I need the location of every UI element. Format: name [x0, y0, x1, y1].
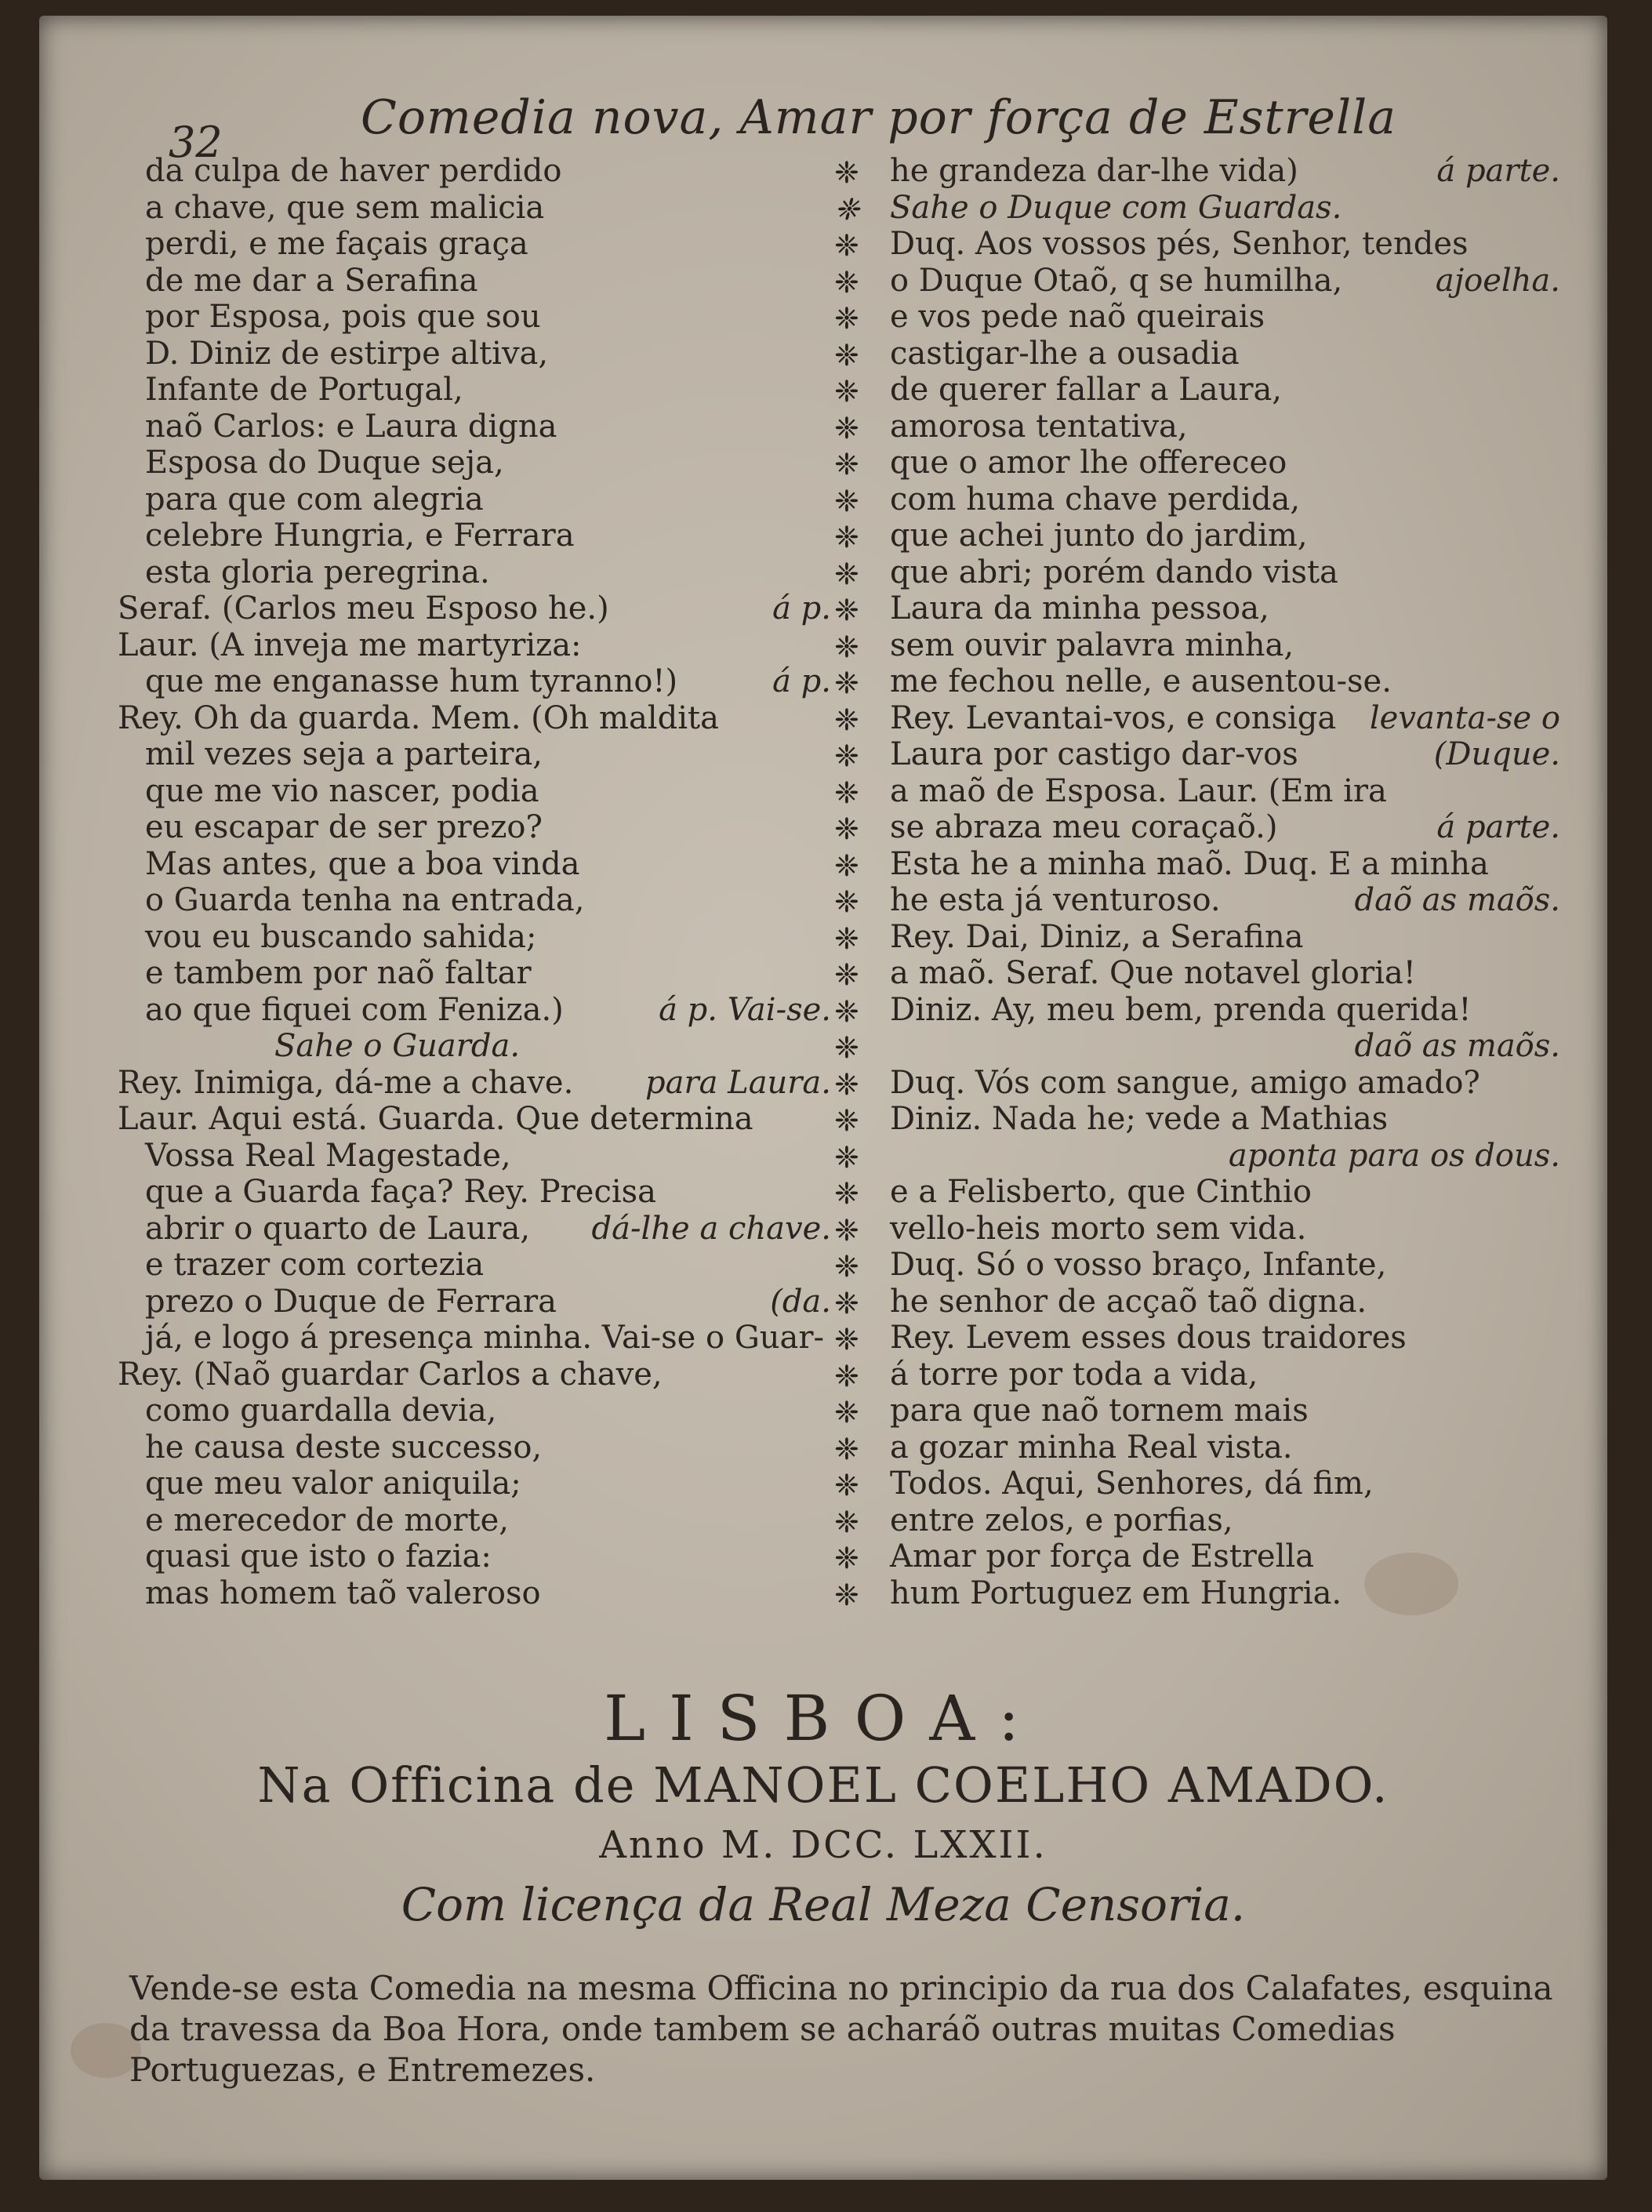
verse-text: que me enganasse hum tyranno!): [145, 663, 678, 699]
verse-text: Laur. (A inveja me martyriza:: [118, 627, 582, 663]
verse-line: [834, 1356, 1568, 1393]
fleuron-icon: ❈: [834, 775, 859, 810]
verse-line: [834, 481, 1568, 518]
verse-text: mil vezes seja a parteira,: [145, 736, 543, 772]
verse-text: he senhor de acçaõ taõ digna.: [890, 1283, 1367, 1320]
stage-direction: á p. Vai-se.: [659, 991, 831, 1028]
fleuron-icon: ❈: [834, 848, 859, 883]
verse-text: Esta he a minha maõ. Duq. E a minha: [890, 845, 1489, 882]
verse-text: Esposa do Duque seja,: [145, 445, 504, 481]
verse-text: Vossa Real Magestade,: [145, 1137, 511, 1174]
fleuron-icon: ❈: [834, 993, 859, 1029]
verse-line: [118, 481, 839, 518]
verse-line: [118, 372, 839, 409]
verse-line: [834, 1028, 1568, 1065]
verse-text: e tambem por naõ faltar: [145, 955, 532, 991]
fleuron-icon: ❈: [834, 1103, 859, 1138]
verse-line: [834, 1429, 1568, 1466]
fleuron-icon: ❈: [834, 702, 859, 737]
verse-line: [834, 1538, 1568, 1575]
fleuron-icon: ❈: [834, 447, 859, 481]
verse-line: [118, 846, 839, 883]
imprint-printer: Na Officina de MANOEL COELHO AMADO.: [257, 1756, 1389, 1814]
verse-text: de querer fallar a Laura,: [890, 372, 1282, 408]
verse-text: he esta já venturoso.: [890, 882, 1221, 918]
fleuron-icon: ❈: [834, 1139, 859, 1175]
fleuron-icon: ❈: [834, 264, 859, 300]
verse-text: que a Guarda faça? Rey. Precisa: [145, 1174, 657, 1210]
verse-text: entre zelos, e porfias,: [890, 1502, 1233, 1538]
verse-line: [118, 1466, 839, 1502]
fleuron-icon: ❈: [834, 1212, 859, 1248]
fleuron-icon: ❈: [834, 884, 859, 919]
verse-text: celebre Hungria, e Ferrara: [145, 518, 575, 554]
verse-text: naõ Carlos: e Laura digna: [145, 408, 557, 445]
verse-text: para que naõ tornem mais: [890, 1393, 1309, 1429]
verse-text: e a Felisberto, que Cinthio: [890, 1174, 1312, 1210]
verse-line: [118, 409, 839, 445]
verse-line: [834, 335, 1568, 372]
fleuron-icon: ❈: [834, 739, 859, 773]
verse-line: [834, 1466, 1568, 1502]
verse-line: [118, 445, 839, 481]
verse-line: [834, 1137, 1568, 1175]
verse-text: que achei junto do jardim,: [890, 518, 1308, 554]
verse-text: Laur. Aqui está. Guarda. Que determina: [118, 1101, 753, 1137]
verse-text: e trazer com cortezia: [145, 1247, 485, 1283]
verse-line: [118, 1138, 839, 1175]
fleuron-icon: ❈: [834, 629, 859, 664]
fleuron-icon: ❈: [834, 556, 859, 591]
verse-line: [834, 189, 1568, 227]
stage-direction: ajoelha.: [1435, 262, 1560, 299]
verse-line: [834, 445, 1568, 481]
fleuron-icon: ❈: [834, 593, 859, 627]
verse-text: Laura por castigo dar-vos: [890, 736, 1298, 772]
verse-line: [118, 1211, 839, 1248]
verse-text: he causa deste successo,: [145, 1429, 543, 1466]
verse-line: [118, 1575, 839, 1612]
verse-line: [118, 663, 839, 700]
verse-line: [118, 263, 839, 300]
running-title: Comedia nova, Amar por força de Estrella: [361, 90, 1396, 145]
verse-text: que me vio nascer, podia: [145, 772, 539, 809]
verse-text: que o amor lhe offereceo: [890, 445, 1287, 481]
verse-line: [834, 1502, 1568, 1539]
verse-line: [834, 955, 1568, 992]
verse-text: e merecedor de morte,: [145, 1502, 509, 1538]
stage-direction: á p.: [772, 663, 831, 699]
verse-text: perdi, e me façais graça: [145, 226, 528, 262]
verse-line: [834, 1283, 1568, 1320]
verse-text: que abri; porém dando vista: [890, 554, 1338, 590]
verse-text: de me dar a Serafina: [145, 262, 478, 299]
verse-text: Duq. Aos vossos pés, Senhor, tendes: [890, 226, 1469, 262]
fleuron-icon: ❈: [834, 191, 859, 227]
verse-line: [834, 590, 1568, 627]
verse-text: Amar por força de Estrella: [890, 1538, 1315, 1575]
verse-text: eu escapar de ser prezo?: [145, 809, 543, 845]
left-column: [118, 153, 839, 1611]
verse-text: que meu valor aniquila;: [145, 1466, 521, 1502]
verse-text: com huma chave perdida,: [890, 481, 1301, 518]
verse-line: [118, 1284, 839, 1320]
verse-line: [834, 918, 1568, 956]
stage-direction: daõ as maõs.: [1354, 1028, 1560, 1064]
verse-line: [118, 1538, 839, 1575]
fleuron-icon: ❈: [834, 1358, 859, 1393]
verse-line: [834, 262, 1568, 300]
verse-line: [118, 190, 839, 227]
stage-direction: á parte.: [1436, 153, 1560, 189]
verse-text: Rey. Inimiga, dá-me a chave.: [118, 1064, 574, 1101]
stage-direction: aponta para os dous.: [1228, 1137, 1560, 1174]
verse-line: [118, 955, 839, 992]
verse-line: [834, 1393, 1568, 1429]
verse-line: [834, 1320, 1568, 1357]
verse-text: Sahe o Duque com Guardas.: [890, 189, 1342, 226]
verse-text: Rey. Levem esses dous traidores: [890, 1320, 1407, 1356]
fleuron-icon: ❈: [834, 1431, 859, 1466]
verse-text: Todos. Aqui, Senhores, dá fim,: [890, 1466, 1374, 1502]
footer-note: Vende-se esta Comedia na mesma Officina no principio da rua dos Calafates, esquina da travessa da Boa Hora, onde tambem se acharáõ outras muitas Comedias Portuguezas, e Entremezes.: [129, 1969, 1553, 2089]
verse-line: [834, 772, 1568, 810]
verse-text: o Duque Otaõ, q se humilha,: [890, 262, 1343, 299]
imprint-year: Anno M. DCC. LXXII.: [599, 1823, 1047, 1867]
verse-text: Sahe o Guarda.: [274, 1028, 521, 1064]
stage-direction: daõ as maõs.: [1354, 882, 1560, 918]
verse-text: Seraf. (Carlos meu Esposo he.): [118, 590, 609, 627]
verse-text: Rey. Oh da guarda. Mem. (Oh maldita: [118, 699, 719, 736]
verse-line: [834, 1210, 1568, 1248]
verse-text: ao que fiquei com Feniza.): [145, 991, 564, 1028]
verse-text: Duq. Só o vosso braço, Infante,: [890, 1247, 1387, 1283]
verse-text: Mas antes, que a boa vinda: [145, 845, 580, 882]
stage-direction: (da.: [770, 1283, 831, 1320]
verse-line: [834, 663, 1568, 700]
verse-line: [834, 845, 1568, 883]
verse-line: [834, 1575, 1568, 1612]
verse-line: [118, 226, 839, 263]
verse-text: hum Portuguez em Hungria.: [890, 1575, 1342, 1611]
verse-line: [834, 1247, 1568, 1284]
verse-line: [118, 773, 839, 810]
verse-line: [834, 699, 1568, 737]
verse-line: [118, 336, 839, 372]
verse-text: á torre por toda a vida,: [890, 1356, 1258, 1393]
verse-text: por Esposa, pois que sou: [145, 299, 541, 335]
fleuron-icon: ❈: [834, 301, 859, 336]
verse-text: se abraza meu coraçaõ.): [890, 809, 1278, 845]
verse-line: [834, 153, 1568, 190]
verse-text: vello-heis morto sem vida.: [890, 1210, 1307, 1247]
stage-direction: á parte.: [1436, 809, 1560, 845]
verse-line: [834, 554, 1568, 591]
stage-direction: dá-lhe a chave.: [591, 1210, 831, 1247]
fleuron-icon: ❈: [834, 374, 859, 409]
verse-line: [118, 153, 839, 190]
verse-line: [118, 627, 839, 664]
fleuron-icon: ❈: [834, 228, 859, 263]
stage-direction: á p.: [772, 590, 831, 627]
verse-text: me fechou nelle, e ausentou-se.: [890, 663, 1392, 699]
fleuron-icon: ❈: [834, 1066, 859, 1102]
imprint-license: Com licença da Real Meza Censoria.: [401, 1878, 1246, 1931]
fleuron-icon: ❈: [834, 1504, 859, 1539]
verse-text: como guardalla devia,: [145, 1393, 497, 1429]
verse-line: [118, 736, 839, 773]
verse-text: já, e logo á presença minha. Vai-se o Guar-: [145, 1320, 825, 1356]
verse-line: [118, 1502, 839, 1539]
verse-line: [834, 299, 1568, 336]
fleuron-icon: ❈: [834, 410, 859, 445]
book-page: [39, 16, 1607, 2180]
verse-line: [118, 700, 839, 737]
verse-text: mas homem taõ valeroso: [145, 1575, 541, 1611]
fleuron-icon: ❈: [834, 1030, 859, 1065]
verse-text: castigar-lhe a ousadia: [890, 335, 1240, 372]
verse-line: [118, 590, 839, 627]
verse-line: [118, 919, 839, 956]
verse-text: e vos pede naõ queirais: [890, 299, 1265, 335]
verse-text: a maõ. Seraf. Que notavel gloria!: [890, 955, 1416, 991]
verse-text: Diniz. Nada he; vede a Mathias: [890, 1101, 1389, 1137]
verse-line: [834, 408, 1568, 445]
verse-line: [118, 518, 839, 554]
verse-line: [834, 518, 1568, 554]
verse-line: [118, 1174, 839, 1211]
verse-text: Rey. Levantai-vos, e consiga: [890, 699, 1337, 736]
fleuron-icon: ❈: [834, 1541, 859, 1575]
verse-text: Infante de Portugal,: [145, 372, 463, 408]
verse-text: esta gloria peregrina.: [145, 554, 490, 590]
verse-line: [118, 1357, 839, 1393]
verse-line: [118, 1320, 839, 1357]
verse-text: he grandeza dar-lhe vida): [890, 153, 1298, 189]
fleuron-icon: ❈: [834, 1322, 859, 1357]
fleuron-icon: ❈: [834, 337, 859, 372]
verse-text: vou eu buscando sahida;: [145, 918, 537, 955]
verse-line: [834, 736, 1568, 773]
fleuron-icon: ❈: [834, 1176, 859, 1211]
verse-line: [118, 1065, 839, 1102]
verse-text: Rey. Dai, Diniz, a Serafina: [890, 918, 1304, 955]
verse-line: [118, 992, 839, 1029]
verse-text: a gozar minha Real vista.: [890, 1429, 1293, 1466]
verse-line: [118, 1247, 839, 1284]
fleuron-icon: ❈: [834, 1577, 859, 1612]
verse-line: [834, 372, 1568, 409]
verse-text: prezo o Duque de Ferrara: [145, 1283, 557, 1320]
verse-line: [118, 809, 839, 846]
fleuron-icon: ❈: [834, 957, 859, 992]
verse-line: [118, 299, 839, 336]
fleuron-icon: ❈: [834, 921, 859, 956]
stage-direction: (Duque.: [1433, 736, 1560, 772]
verse-text: amorosa tentativa,: [890, 408, 1188, 445]
fleuron-icon: ❈: [834, 812, 859, 846]
verse-text: a maõ de Esposa. Laur. (Em ira: [890, 772, 1387, 809]
verse-text: o Guarda tenha na entrada,: [145, 882, 585, 918]
verse-line: [834, 809, 1568, 846]
verse-line: [118, 1393, 839, 1429]
verse-line: [834, 1174, 1568, 1211]
verse-text: D. Diniz de estirpe altiva,: [145, 335, 549, 372]
verse-text: Laura da minha pessoa,: [890, 590, 1269, 627]
verse-text: Diniz. Ay, meu bem, prenda querida!: [890, 991, 1472, 1028]
verse-line: [834, 1064, 1568, 1102]
fleuron-icon: ❈: [834, 1395, 859, 1429]
verse-text: Rey. (Naõ guardar Carlos a chave,: [118, 1356, 663, 1393]
fleuron-icon: ❈: [834, 520, 859, 554]
verse-text: a chave, que sem malicia: [145, 189, 545, 226]
verse-text: abrir o quarto de Laura,: [145, 1210, 531, 1247]
stage-direction: para Laura.: [645, 1064, 831, 1101]
fleuron-icon: ❈: [834, 1468, 859, 1502]
verse-line: [834, 226, 1568, 263]
verse-line: [834, 882, 1568, 919]
verse-line: [118, 1101, 839, 1138]
verse-text: sem ouvir palavra minha,: [890, 627, 1294, 663]
page-number: 32: [169, 118, 223, 167]
fleuron-icon: ❈: [834, 1249, 859, 1284]
verse-line: [118, 1429, 839, 1466]
fleuron-icon: ❈: [834, 483, 859, 518]
fleuron-icon: ❈: [834, 155, 859, 190]
imprint-city: LISBOA:: [603, 1682, 1044, 1755]
verse-line: [118, 1028, 839, 1065]
verse-line: [834, 1101, 1568, 1138]
fleuron-icon: ❈: [834, 666, 859, 700]
stage-direction: levanta-se o: [1369, 699, 1560, 736]
verse-text: da culpa de haver perdido: [145, 153, 562, 189]
right-column: [834, 153, 1568, 1612]
verse-line: [118, 554, 839, 591]
verse-text: para que com alegria: [145, 481, 484, 518]
fleuron-icon: ❈: [834, 1285, 859, 1320]
verse-text: quasi que isto o fazia:: [145, 1538, 492, 1575]
verse-text: Duq. Vós com sangue, amigo amado?: [890, 1064, 1480, 1101]
verse-line: [118, 882, 839, 919]
verse-line: [834, 991, 1568, 1029]
verse-line: [834, 627, 1568, 664]
